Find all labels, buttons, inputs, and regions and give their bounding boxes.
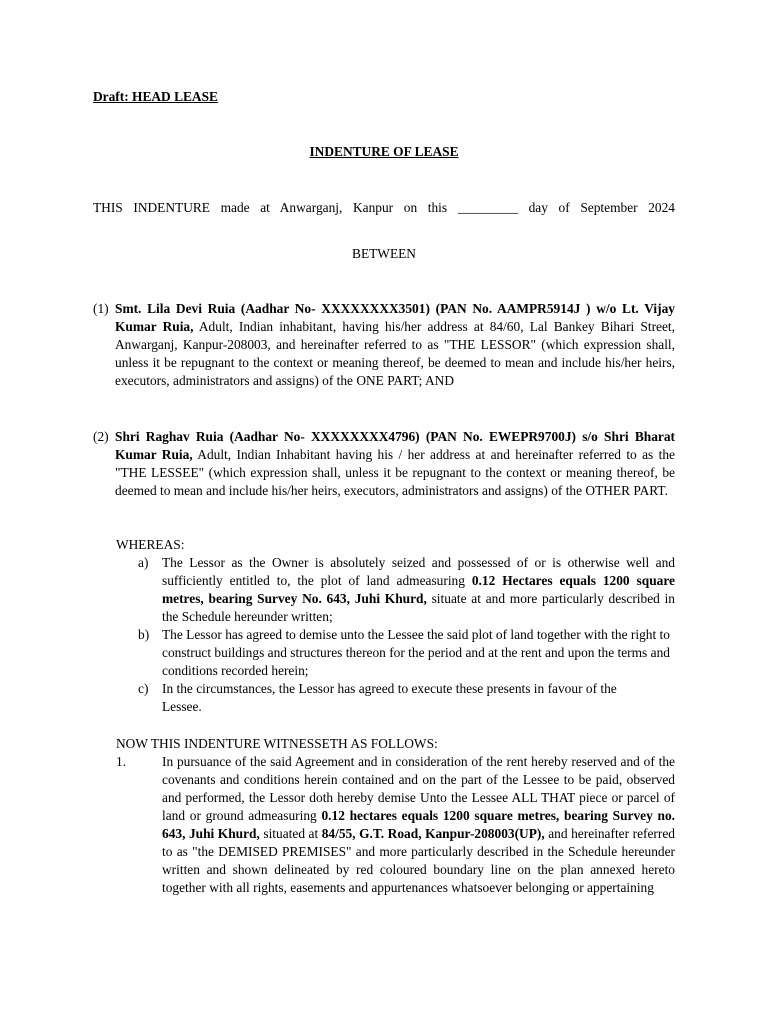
whereas-letter: b)	[138, 627, 150, 642]
whereas-heading: WHEREAS:	[116, 537, 185, 552]
whereas-letter: c)	[138, 681, 149, 696]
party-text	[115, 300, 675, 390]
whereas-letter: a)	[138, 555, 149, 570]
whereas-item-c	[116, 680, 675, 716]
clause-text-part: and hereinafter referred to as "the DEMISED PREMISES" and more particularly described in the Schedule hereunder written and shown delineated by red coloured boundary line on the plan annexed hereto together with all rights, easements and appurtenances whatsoever belonging or appertaining	[162, 826, 675, 895]
whereas-text-part: situate at and more particularly described in the Schedule hereunder written;	[162, 591, 675, 624]
whereas-item-b	[116, 626, 675, 680]
party-description: Adult, Indian inhabitant, having his/her address at 84/60, Lal Bankey Bihari Street, Anwarganj, Kanpur-208003, and hereinafter referred to as "THE LESSOR" (which expression shall, unless it be repugnant to the context or meaning thereof, be deemed to mean and include his/her heirs, executors, administrators and assigns) of the ONE PART; AND	[115, 319, 675, 388]
whereas-text-part: The Lessor as the Owner is absolutely seized and possessed of or is otherwise well and sufficiently entitled to, the plot of land admeasuring	[162, 555, 675, 588]
witnesseth-heading: NOW THIS INDENTURE WITNESSETH AS FOLLOWS:	[116, 736, 438, 751]
party-name: Smt. Lila Devi Ruia (Aadhar No- XXXXXXXX3501) (PAN No. AAMPR5914J ) w/o Lt. Vijay Kumar Ruia,	[115, 301, 675, 334]
party-description: Adult, Indian Inhabitant having his / her address at and hereinafter referred to as the "THE LESSEE" (which expression shall, unless it be repugnant to the context or meaning thereof, be deemed to mean and include his/her heirs, executors, administrators and assigns) of the OTHER PART.	[115, 447, 675, 498]
document-title: INDENTURE OF LEASE	[309, 144, 459, 159]
whereas-list	[116, 554, 675, 716]
party-lessor	[93, 300, 675, 390]
whereas-text	[162, 626, 675, 680]
whereas-text-bold: 0.12 Hectares equals 1200 square metres, bearing Survey No. 643, Juhi Khurd,	[162, 573, 675, 606]
whereas-item-a	[116, 554, 675, 626]
whereas-text	[162, 680, 657, 716]
clause-text	[162, 753, 675, 897]
whereas-text-part: The Lessor has agreed to demise unto the Lessee the said plot of land together with the right to construct buildings and structures thereon for the period and at the rent and upon the terms and conditions recorded herein;	[162, 627, 670, 678]
party-lessee	[93, 428, 675, 500]
clause-text-part: In pursuance of the said Agreement and in consideration of the rent hereby reserved and of the covenants and conditions herein contained and on the part of the Lessee to be paid, observed and performed, the Lessor doth hereby demise Unto the Lessee ALL THAT piece or parcel of land or ground admeasuring	[162, 754, 675, 823]
party-number: (2)	[93, 429, 109, 444]
clause-text-bold: 84/55, G.T. Road, Kanpur-208003(UP),	[321, 826, 545, 841]
party-name: Shri Raghav Ruia (Aadhar No- XXXXXXXX4796) (PAN No. EWEPR9700J) s/o Shri Bharat Kumar Ruia,	[115, 429, 675, 462]
clause-number: 1.	[116, 754, 127, 769]
between-heading: BETWEEN	[352, 246, 416, 261]
whereas-text-part: In the circumstances, the Lessor has agreed to execute these presents in favour of the Lessee.	[162, 681, 617, 714]
party-number: (1)	[93, 301, 109, 316]
clause-1	[116, 753, 675, 897]
party-text	[115, 428, 675, 500]
clause-text-part: situated at	[259, 826, 322, 841]
clause-text-bold: 0.12 hectares equals 1200 square metres, bearing Survey no. 643, Juhi Khurd,	[162, 808, 675, 841]
whereas-text	[162, 554, 675, 626]
indenture-made-line: THIS INDENTURE made at Anwarganj, Kanpur on this _________ day of September 2024	[93, 200, 675, 215]
draft-label: Draft: HEAD LEASE	[93, 89, 218, 104]
